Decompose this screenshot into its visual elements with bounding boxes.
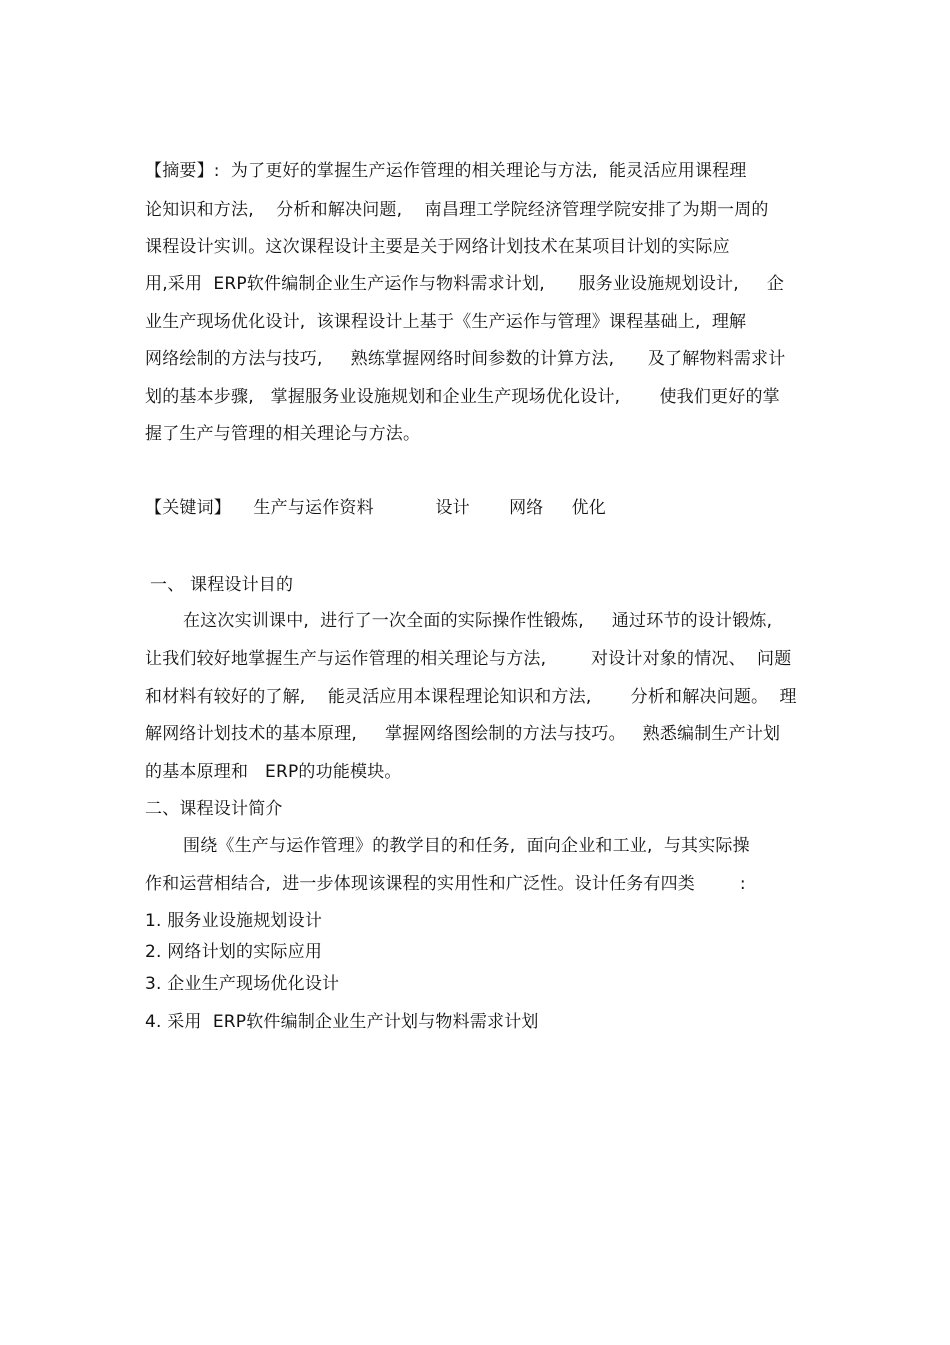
section1-line-4: 解网络计划技术的基本原理, 掌握网络图绘制的方法与技巧。 熟悉编制生产计划 xyxy=(145,724,781,744)
list-item-1: 1. 服务业设施规划设计 xyxy=(145,911,323,931)
abstract-line-4: 用,采用 ERP软件编制企业生产运作与物料需求计划, 服务业设施规划设计, 企 xyxy=(145,274,785,294)
abstract-line-8: 握了生产与管理的相关理论与方法。 xyxy=(145,424,421,444)
section1-line-5: 的基本原理和 ERP的功能模块。 xyxy=(145,762,402,782)
section2-heading: 二、课程设计简介 xyxy=(145,799,283,819)
abstract-line-1: 【摘要】: 为了更好的掌握生产运作管理的相关理论与方法, 能灵活应用课程理 xyxy=(145,161,747,181)
abstract-line-6: 网络绘制的方法与技巧, 熟练掌握网络时间参数的计算方法, 及了解物料需求计 xyxy=(145,349,786,369)
keywords-line: 【关键词】 生产与运作资料 设计 网络 优化 xyxy=(145,498,606,518)
list-item-4: 4. 采用 ERP软件编制企业生产计划与物料需求计划 xyxy=(145,1012,539,1032)
list-item-2: 2. 网络计划的实际应用 xyxy=(145,942,323,962)
section2-line-1: 围绕《生产与运作管理》的教学目的和任务, 面向企业和工业, 与其实际操 xyxy=(183,836,750,856)
section1-line-1: 在这次实训课中, 进行了一次全面的实际操作性锻炼, 通过环节的设计锻炼, xyxy=(183,611,773,631)
abstract-line-3: 课程设计实训。这次课程设计主要是关于网络计划技术在某项目计划的实际应 xyxy=(145,237,730,257)
section2-line-2: 作和运营相结合, 进一步体现该课程的实用性和广泛性。设计任务有四类 : xyxy=(145,874,746,894)
abstract-line-5: 业生产现场优化设计, 该课程设计上基于《生产运作与管理》课程基础上, 理解 xyxy=(145,312,747,332)
abstract-line-2: 论知识和方法, 分析和解决问题, 南昌理工学院经济管理学院安排了为期一周的 xyxy=(145,200,769,220)
section1-line-3: 和材料有较好的了解, 能灵活应用本课程理论知识和方法, 分析和解决问题。 理 xyxy=(145,687,797,707)
abstract-line-7: 划的基本步骤, 掌握服务业设施规划和企业生产现场优化设计, 使我们更好的掌 xyxy=(145,387,780,407)
section1-heading: 一、 课程设计目的 xyxy=(150,575,294,595)
list-item-3: 3. 企业生产现场优化设计 xyxy=(145,974,340,994)
section1-line-2: 让我们较好地掌握生产与运作管理的相关理论与方法, 对设计对象的情况、 问题 xyxy=(145,649,792,669)
